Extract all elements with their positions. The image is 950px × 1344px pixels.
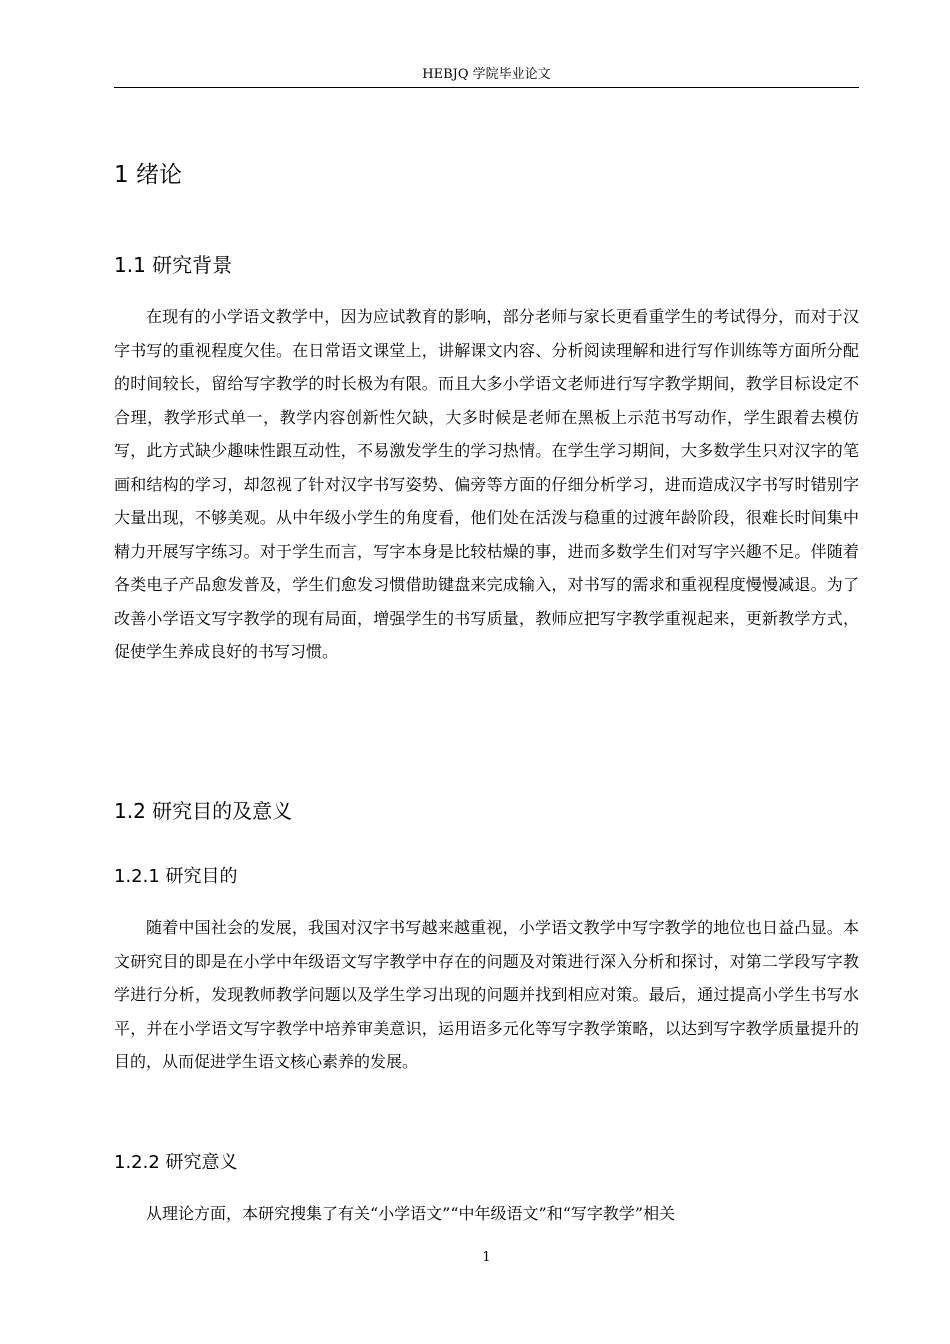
section-1-2-1-paragraph: 随着中国社会的发展，我国对汉字书写越来越重视，小学语文教学中写字教学的地位也日益凸显。本文研究目的即是在小学中年级语文写字教学中存在的问题及对策进行深入分析和探讨，对第二学段写字教学进行分析，发现教师教学问题以及学生学习出现的问题并找到相应对策。最后，通过提高小学生书写水平，并在小学语文写字教学中培养审美意识，运用语多元化等写字教学策略，以达到写字教学质量提升的目的，从而促进学生语文核心素养的发展。 xyxy=(114,918,859,1071)
section-1-2-1-title: 1.2.1 研究目的 xyxy=(114,866,238,887)
section-1-2-2-paragraph: 从理论方面，本研究搜集了有关“小学语文”“中年级语文”和“写字教学”相关 xyxy=(146,1204,676,1223)
section-1-1-paragraph: 在现有的小学语文教学中，因为应试教育的影响，部分老师与家长更看重学生的考试得分，而对于汉字书写的重视程度欠佳。在日常语文课堂上，讲解课文内容、分析阅读理解和进行写作训练等方面所分配的时间较长，留给写字教学的时长极为有限。而且大多小学语文老师进行写字教学期间，教学目标设定不合理，教学形式单一，教学内容创新性欠缺，大多时候是老师在黑板上示范书写动作，学生跟着去模仿写，此方式缺少趣味性跟互动性，不易激发学生的学习热情。在学生学习期间，大多数学生只对汉字的笔画和结构的学习，却忽视了针对汉字书写姿势、偏旁等方面的仔细分析学习，进而造成汉字书写时错别字大量出现，不够美观。从中年级小学生的角度看，他们处在活泼与稳重的过渡年龄阶段，很难长时间集中精力开展写字练习。对于学生而言，写字本身是比较枯燥的事，进而多数学生们对写字兴趣不足。伴随着各类电子产品愈发普及，学生们愈发习惯借助键盘来完成输入，对书写的需求和重视程度慢慢减退。为了改善小学语文写字教学的现有局面，增强学生的书写质量，教师应把写字教学重视起来，更新教学方式，促使学生养成良好的书写习惯。 xyxy=(114,307,859,661)
header-divider xyxy=(114,87,859,88)
page-header: HEBJQ 学院毕业论文 xyxy=(422,67,551,82)
page-number: 1 xyxy=(482,1250,491,1265)
section-1-2-title: 1.2 研究目的及意义 xyxy=(114,799,293,823)
section-1-1-title: 1.1 研究背景 xyxy=(114,253,233,277)
chapter-title: 1 绪论 xyxy=(114,162,182,188)
section-1-2-2-title: 1.2.2 研究意义 xyxy=(114,1152,238,1173)
